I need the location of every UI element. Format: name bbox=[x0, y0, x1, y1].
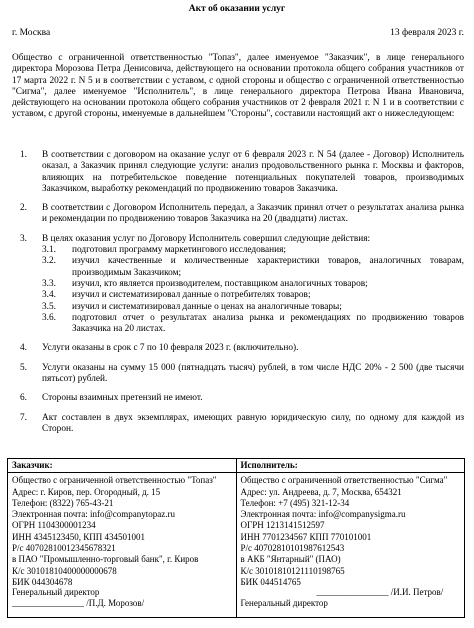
requisite-line: БИК 044304678 bbox=[12, 576, 73, 587]
requisite-line: К/с 30101810400000000678 bbox=[12, 565, 117, 576]
clause-item bbox=[12, 343, 464, 354]
clause-text: В целях оказания услуг по Договору Исполнитель совершил следующие действия: bbox=[42, 233, 371, 244]
subclause-number: 3.2. bbox=[42, 256, 56, 267]
subclause-item bbox=[42, 313, 464, 336]
requisite-line: Общество с ограниченной ответственностью "Топаз" bbox=[12, 475, 217, 486]
clause-item bbox=[12, 363, 464, 386]
subclause-item bbox=[42, 290, 464, 301]
contractor-signature: ________________ /И.И. Петров/ bbox=[316, 587, 444, 597]
requisite-line: Р/с 40702810012345678321 bbox=[12, 543, 116, 554]
subclause-number: 3.4. bbox=[42, 290, 56, 301]
requisite-line: Р/с 40702810101987612543 bbox=[240, 543, 345, 554]
customer-requisites bbox=[8, 459, 236, 617]
subclause-number: 3.1. bbox=[42, 245, 56, 256]
requisite-line: ИНН 7701234567 КПП 770101001 bbox=[240, 531, 372, 542]
city: г. Москва bbox=[12, 28, 51, 38]
clause-number: 2. bbox=[20, 203, 27, 214]
contractor-signer-title: Генеральный директор bbox=[240, 598, 328, 608]
requisite-line: в ПАО "Промышленно-торговый банк", г. Киров bbox=[12, 554, 199, 565]
clause-body bbox=[42, 234, 464, 336]
requisite-line: Адрес: г. Киров, пер. Огородный, д. 15 bbox=[12, 486, 161, 497]
preamble: Общество с ограниченной ответственностью "Топаз", далее именуемое "Заказчик", в лице генерального директора Морозова Петра Денисовича, действующего на основании протокола общего собрания участников от 17 марта 2022 г. N 5 и в соответствии с уставом, с одной стороны и общество с ограниченной ответственностью "Сигма", далее именуемое "Исполнитель", в лице генерального директора Петрова Ивана Ивановича, действующего на основании протокола общего собрания участников от 2 февраля 2021 г. N 1 и в соответствии с уставом, с другой стороны, именуемые в дальнейшем "Стороны", составили настоящий акт о нижеследующем: bbox=[12, 53, 464, 120]
subclause-item bbox=[42, 302, 464, 313]
contractor-requisites bbox=[236, 459, 465, 617]
subclause-text: подготовил программу маркетингового исследования; bbox=[72, 245, 286, 256]
subclause-text: изучил и систематизировал данные о ценах на аналогичные товары; bbox=[72, 301, 342, 312]
subclause-number: 3.3. bbox=[42, 278, 56, 289]
requisite-line: в АКБ "Янтарный" (ПАО) bbox=[240, 554, 341, 565]
contractor-heading: Исполнитель: bbox=[237, 459, 465, 473]
clause-text: В соответствии с Договором Исполнитель передал, а Заказчик принял отчет о результатах анализа рынка и рекомендации по продвижению товаров Заказчика на 20 (двадцати) листах. bbox=[42, 203, 464, 225]
clause-number: 3. bbox=[20, 233, 27, 244]
customer-signature: ________________ /П.Д. Морозов/ bbox=[12, 598, 145, 608]
subclause-text: изучил качественные и количественные характеристики товаров, аналогичных товарам, производимым Заказчиком; bbox=[72, 256, 464, 278]
clause-item bbox=[12, 413, 464, 436]
requisite-line: ОГРН 1104300001234 bbox=[12, 520, 96, 531]
requisite-line: Телефон: (8322) 765-43-21 bbox=[12, 497, 114, 508]
requisite-line: К/с 30101810121110198765 bbox=[240, 565, 345, 576]
subclause-item bbox=[42, 245, 464, 256]
subclause-text: подготовил отчет о результатах анализа рынка и рекомендациях по продвижению товаров Заказчика на 20 листах. bbox=[72, 312, 464, 335]
clause-text: Стороны взаимных претензий не имеют. bbox=[42, 393, 203, 404]
clause-item bbox=[12, 150, 464, 195]
requisite-line: Адрес: ул. Андреева, д. 7, Москва, 654321 bbox=[240, 486, 402, 497]
clause-text: Услуги оказаны в срок с 7 по 10 февраля 2023 г. (включительно). bbox=[42, 343, 299, 354]
subclause-item bbox=[42, 256, 464, 279]
document-title: Акт об оказании услуг bbox=[188, 4, 286, 14]
clause-number: 6. bbox=[20, 393, 27, 404]
customer-signer-title: Генеральный директор bbox=[12, 587, 100, 597]
clause-text: Услуги оказаны на сумму 15 000 (пятнадцать тысяч) рублей, в том числе НДС 20% - 2 500 (две тысячи пятьсот) рублей. bbox=[42, 362, 464, 385]
requisite-line: ИНН 4345123450, КПП 434501001 bbox=[12, 531, 146, 542]
requisite-line: Общество с ограниченной ответственностью "Сигма" bbox=[240, 475, 448, 486]
clause-number: 5. bbox=[20, 362, 27, 373]
clause-item bbox=[12, 234, 464, 336]
subclause-text: изучил, кто является производителем, поставщиком аналогичных товаров; bbox=[72, 278, 368, 289]
clause-number: 1. bbox=[20, 150, 27, 160]
requisite-line: БИК 044514765 bbox=[240, 576, 301, 587]
clause-text: В соответствии с договором на оказание услуг от 6 февраля 2023 г. N 54 (далее - Договор) Исполнитель оказал, а Заказчик принял следующие услуги: анализ продовольственного рынка г. Москвы и факторов, влияющих на потребительское поведение потенциальных покупателей товаров, производимых Заказчиком, выработку рекомендаций по продвижению товаров Заказчика. bbox=[42, 150, 464, 194]
clause-number: 4. bbox=[20, 343, 27, 354]
requisite-line: Электронная почта: info@companytopaz.ru bbox=[12, 509, 176, 520]
requisite-line: ОГРН 1213141512597 bbox=[240, 520, 325, 531]
customer-heading: Заказчик: bbox=[8, 459, 236, 473]
parties-requisites-table bbox=[7, 458, 465, 618]
clause-item bbox=[12, 393, 464, 404]
subclause-number: 3.6. bbox=[42, 312, 56, 323]
subclause-number: 3.5. bbox=[42, 301, 56, 312]
clause-number: 7. bbox=[20, 412, 27, 423]
document-date: 13 февраля 2023 г. bbox=[390, 28, 464, 38]
requisite-line: Электронная почта: info@companysigma.ru bbox=[240, 509, 406, 520]
requisite-line: Телефон: +7 (495) 321-12-34 bbox=[240, 497, 350, 508]
subclause-text: изучил и систематизировал данные о потребителях товаров; bbox=[72, 290, 311, 301]
clause-list bbox=[12, 150, 464, 443]
subclause-item bbox=[42, 279, 464, 290]
clause-item bbox=[12, 203, 464, 226]
clause-text: Акт составлен в двух экземплярах, имеющих равную юридическую силу, по одному для каждой из Сторон. bbox=[42, 412, 464, 434]
